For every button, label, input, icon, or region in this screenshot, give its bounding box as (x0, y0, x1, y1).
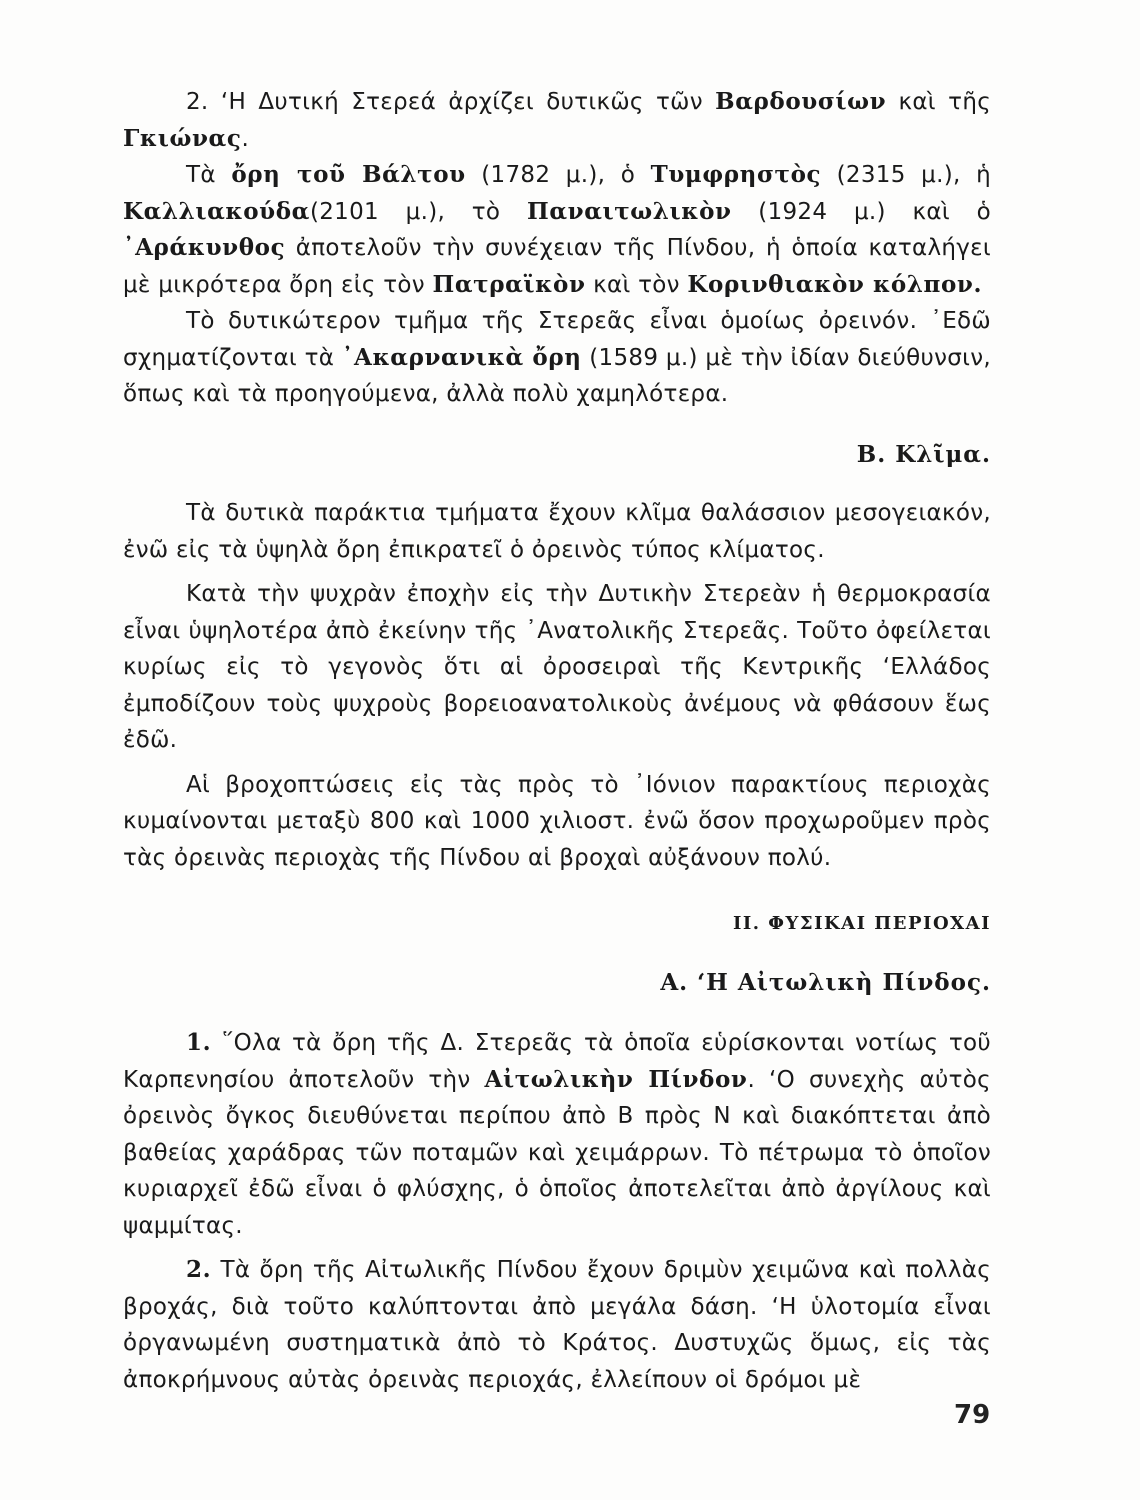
term-arakynthos: ᾿Αράκυνθος (123, 234, 286, 261)
paragraph-climate-coast: Τὰ δυτικὰ παράκτια τμήματα ἔχουν κλῖμα θαλάσσιον μεσογειακόν, ἐνῶ εἰς τὰ ὑψηλὰ ὄρη ἐπικρατεῖ ὁ ὀρεινὸς τύπος κλίματος. (123, 500, 991, 563)
term-gkiona: Γκιώνας (123, 124, 242, 152)
paragraph-mountains: Τὰ ὄρη τοῦ Βάλτου (1782 μ.), ὁ Τυμφρηστὸς (2315 μ.), ἡ Καλλιακούδα(2101 μ.), τὸ Παναιτωλικὸν (1924 μ.) καὶ ὁ ᾿Αράκυνθος ἀποτελοῦν τὴν συνέχειαν τῆς Πίνδου, ἡ ὁποία καταλήγει μὲ μικρότερα ὄρη εἰς τὸν Πατραϊκὸν καὶ τὸν Κορινθιακὸν κόλπον. (123, 161, 991, 298)
paragraph-aitoliki-pindos-1: 1. ῞Ολα τὰ ὄρη τῆς Δ. Στερεᾶς τὰ ὁποῖα εὑρίσκονται νοτίως τοῦ Καρπενησίου ἀποτελοῦν τὴν Αἰτωλικὴν Πίνδον. ‘Ο συνεχὴς αὐτὸς ὀρεινὸς ὄγκος διευθύνεται περίπου ἀπὸ Β πρὸς Ν καὶ διακόπτεται ἀπὸ βαθείας χαράδρας τῶν ποταμῶν καὶ χειμάρρων. Τὸ πέτρωμα τὸ ὁποῖον κυριαρχεῖ ἐδῶ εἶναι ὁ φλύσχης, ὁ ὁποῖος ἀποτελεῖται ἀπὸ ἀργίλους καὶ ψαμμίτας. (123, 1029, 991, 1239)
term-panaitoliko: Παναιτωλικὸν (527, 197, 732, 225)
paragraph-aitoliki-pindos-2: 2. Τὰ ὄρη τῆς Αἰτωλικῆς Πίνδου ἔχουν δριμὺν χειμῶνα καὶ πολλὰς βροχάς, διὰ τοῦτο καλύπτονται ἀπὸ μεγάλα δάση. ‘Η ὑλοτομία εἶναι ὀργανωμένη συστηματικὰ ἀπὸ τὸ Κράτος. Δυστυχῶς ὅμως, εἰς τὰς ἀποκρήμνους αὐτὰς ὀρεινὰς περιοχάς, ἐλλείπουν οἱ δρόμοι μὲ (123, 1256, 991, 1393)
term-aitoliki-pindos: Αἰτωλικὴν Πίνδον (484, 1065, 748, 1093)
term-akarnanika-ori: ᾿Ακαρνανικὰ ὄρη (341, 343, 582, 371)
heading-natural-regions: ΙΙ. ΦΥΣΙΚΑΙ ΠΕΡΙΟΧΑΙ (732, 913, 991, 934)
term-valtos: ὄρη τοῦ Βάλτου (231, 161, 466, 188)
term-kalliakouda: Καλλιακούδα (123, 197, 310, 225)
term-patraikos: Πατραϊκὸν (432, 270, 586, 298)
term-tymfristos: Τυμφρηστὸς (650, 161, 822, 188)
heading-aitoliki-pindos: Α. ‘Η Αἰτωλικὴ Πίνδος. (660, 968, 991, 996)
term-vardousia: Βαρδουσίων (715, 88, 887, 115)
paragraph-number: 1. (186, 1029, 212, 1056)
page-number: 79 (954, 1400, 991, 1430)
page-text-body (123, 84, 991, 1398)
heading-climate: Β. Κλῖμα. (856, 440, 991, 468)
paragraph-western-sterea-start: 2. ‘Η Δυτική Στερεά ἀρχίζει δυτικῶς τῶν Βαρδουσίων καὶ τῆς Γκιώνας. (123, 88, 991, 152)
paragraph-akarnanika: Τὸ δυτικώτερον τμῆμα τῆς Στερεᾶς εἶναι ὁμοίως ὀρεινόν. ᾿Εδῶ σχηματίζονται τὰ ᾿Ακαρνανικὰ ὄρη (1589 μ.) μὲ τὴν ἰδίαν διεύθυνσιν, ὅπως καὶ τὰ προηγούμενα, ἀλλὰ πολὺ χαμηλότερα. (123, 308, 991, 407)
paragraph-number: 2. (186, 1256, 212, 1283)
term-korinthiakos: Κορινθιακὸν κόλπον. (687, 270, 983, 298)
paragraph-climate-temperature: Κατὰ τὴν ψυχρὰν ἐποχὴν εἰς τὴν Δυτικὴν Στερεὰν ἡ θερμοκρασία εἶναι ὑψηλοτέρα ἀπὸ ἐκείνην τῆς ᾿Ανατολικῆς Στερεᾶς. Τοῦτο ὀφείλεται κυρίως εἰς τὸ γεγονὸς ὅτι αἱ ὀροσειραὶ τῆς Κεντρικῆς ‘Ελλάδος ἐμποδίζουν τοὺς ψυχροὺς βορειοανατολικοὺς ἀνέμους νὰ φθάσουν ἕως ἐδῶ. (123, 581, 991, 753)
paragraph-climate-rainfall: Αἱ βροχοπτώσεις εἰς τὰς πρὸς τὸ ᾿Ιόνιον παρακτίους περιοχὰς κυμαίνονται μεταξὺ 800 καὶ 1000 χιλιοστ. ἐνῶ ὅσον προχωροῦμεν πρὸς τὰς ὀρεινὰς περιοχὰς τῆς Πίνδου αἱ βροχαὶ αὐξάνουν πολύ. (123, 771, 991, 871)
